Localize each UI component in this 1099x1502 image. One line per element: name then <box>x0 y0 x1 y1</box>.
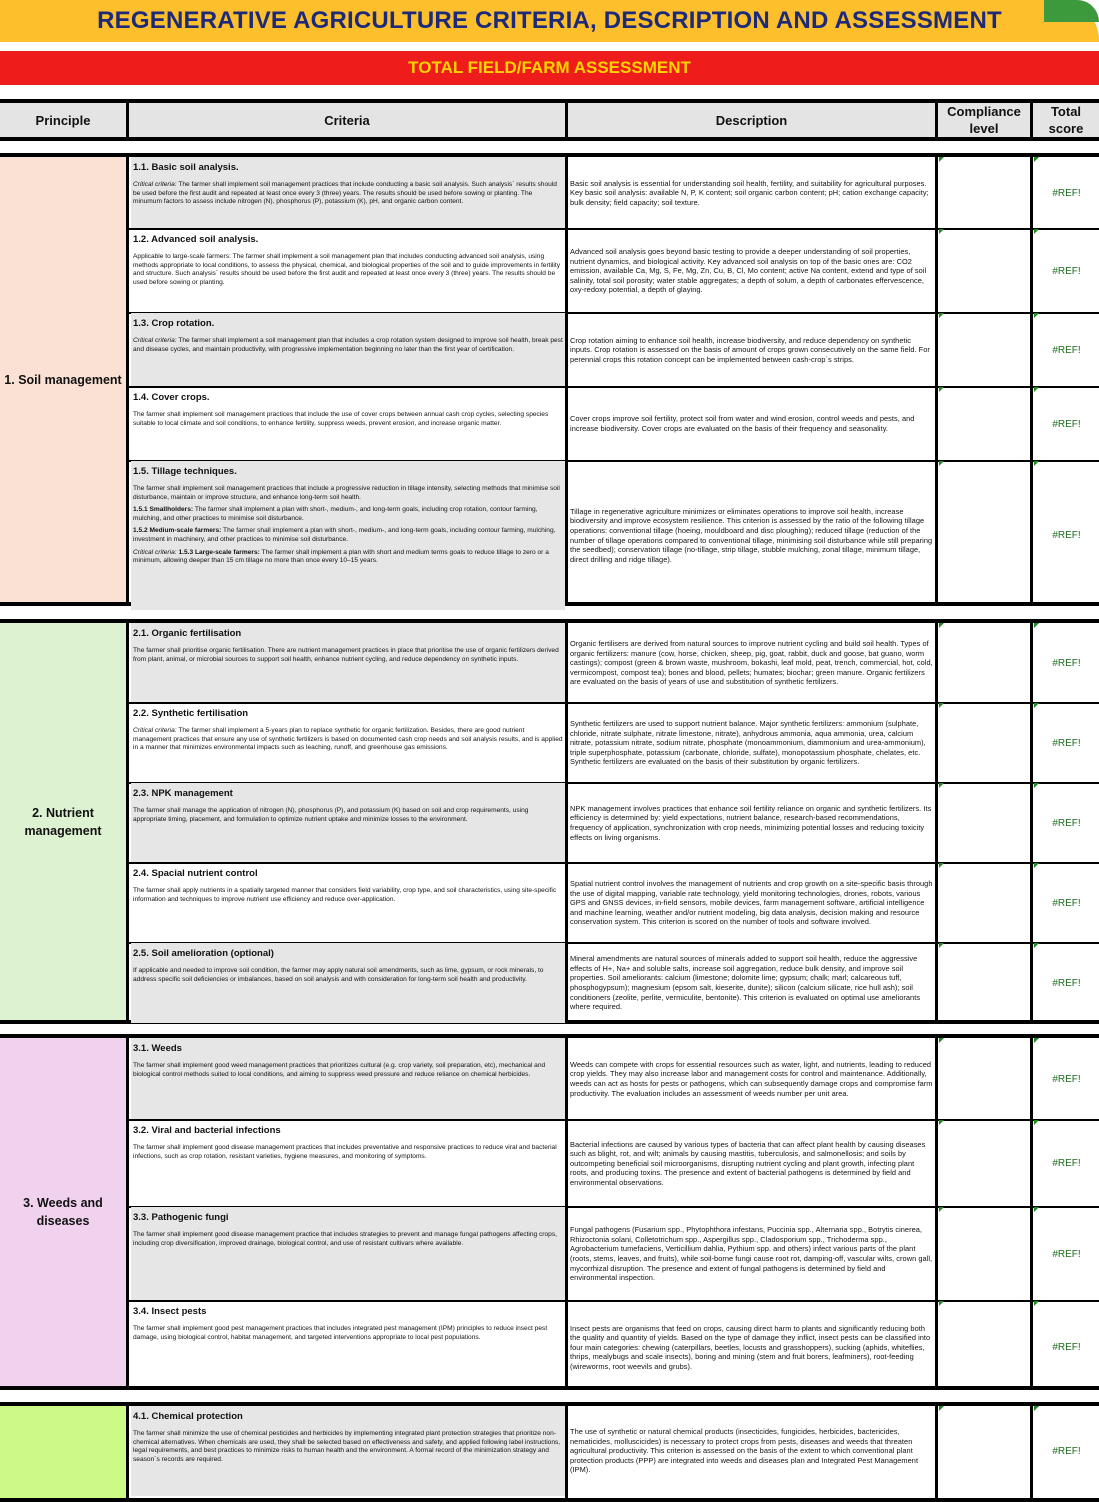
header-description: Description <box>568 103 935 137</box>
description-cell <box>569 387 935 461</box>
description-text: Basic soil analysis is essential for understanding soil health, fertility, and suitability for agricultural purposes. Key basic soil analysis: available N, P, K content; soil organic carbon content; pH; cation exchange capacity; bulk density; field capacity; soil texture. <box>570 178 929 207</box>
description-cell <box>569 1120 935 1207</box>
comment-marker <box>939 387 944 392</box>
comment-marker <box>1034 1038 1039 1043</box>
description-text: Bacterial infections are caused by various types of bacteria that can affect plant health by causing diseases such as blight, rot, and wilt; animals by causing mastitis, tuberculosis, and salmonellosis; and soils by outcompeting beneficial soil microorganisms, disrupting nutrient cycling and plant growth, infecting plant roots, and producing toxins. The presence and extent of bacterial pathogens is determined by field and environmental observations. <box>570 1139 926 1187</box>
criteria-title: 3.4. Insect pests <box>133 1306 207 1317</box>
criteria-title: 3.1. Weeds <box>133 1043 182 1054</box>
description-cell <box>569 863 935 943</box>
total-score-cell[interactable]: #REF! <box>1052 187 1081 199</box>
comment-marker <box>1034 703 1039 708</box>
comment-marker <box>1034 313 1039 318</box>
criteria-cell <box>131 1406 565 1496</box>
description-cell <box>569 783 935 863</box>
page-title: REGENERATIVE AGRICULTURE CRITERIA, DESCRIPTION AND ASSESSMENT <box>97 7 1002 34</box>
description-text: Mineral amendments are natural sources of minerals added to support soil health, reduce the aggressive effects of H+, Na+ and soluble salts, increase soil aggregation, reduce bulk density, and improve soil properties. Soil ameliorants: calcium (limestone; dolomite lime; gypsum; chalk; marl; calcareous tuff, phosphogypsum); magnesium (epsom salt, kieserite, dunite); silicon (calcium silicate, rice hull ash); soil conditioners (zeolite, perlite, vermiculite, bentonite). This criterion is evaluated on optimal use ameliorants where required. <box>570 954 921 1012</box>
comment-marker <box>939 461 944 466</box>
criteria-text: Applicable to large-scale farmers: The farmer shall implement a soil management plan that includes conducting advanced soil analysis, using methods appropriate to local conditions, to assess the physical, chemical, and biological properties of the soil and to guide improvements in fertility and structure. Such analysis` results should be used before the first audit and repeated at least once every 3 (three) years. The results should be used before sowing or planting. <box>133 253 560 286</box>
comment-marker <box>939 1207 944 1212</box>
criteria-row <box>0 461 1099 610</box>
criteria-cell <box>131 943 565 1023</box>
description-cell <box>569 229 935 313</box>
description-text: Tillage in regenerative agriculture minimizes or eliminates operations to improve soil health, increase biodiversity and improve ecosystem resilience. This criterion is assessed by the ratio of the following tillage operations: conventional tillage (hoeing, mouldboard and disc ploughing); reduced tillage (reduction of the number of tillage operations compared to conventional tillage, minimising soil disturbance while still preparing the seedbed); conservation tillage (no-tillage, strip tillage, stubble mulching, zonal tillage, minimum tillage, direct drilling and ridge tillage). <box>570 506 933 564</box>
criteria-row <box>0 313 1099 387</box>
criteria-cell <box>131 461 565 610</box>
compliance-level-cell[interactable] <box>939 1301 1030 1394</box>
compliance-level-cell[interactable] <box>939 703 1030 783</box>
total-score-cell[interactable]: #REF! <box>1052 737 1081 749</box>
criteria-cell <box>131 863 565 943</box>
criteria-text: The farmer shall implement soil management practices that include a progressive reduction in tillage intensity, selecting methods that minimise soil disturbance, maintain or improve structure, and enhance long-term soil health. <box>133 485 560 501</box>
table-header <box>0 99 1099 141</box>
criteria-text: The farmer shall implement soil management practices that include the use of cover crops between annual cash crop cycles, selecting species suitable to local climate and soil conditions, to enhance fertility, suppress weeds, prevent erosion, and increase organic matter. <box>133 411 549 427</box>
criteria-text: Critical criteria: The farmer shall implement a 5-years plan to replace synthetic for organic fertilization. Besides, there are good nutrient management practices that ensure any use of synthetic fertilizers is based on documented cash crop needs and soil analysis results, and is applied in a manner that minimizes environmental impacts such as leaching, runoff, and greenhouse gas emissions. <box>133 727 563 752</box>
criteria-title: 2.3. NPK management <box>133 788 233 799</box>
criteria-title: 2.2. Synthetic fertilisation <box>133 708 249 719</box>
description-text: NPK management involves practices that enhance soil fertility reliance on organic and synthetic fertilizers. Its efficiency is determined by: yield expectations, nutrient balance, research-based recommendations, frequency of application, synchronization with crop needs, minimizing potential losses and reducing toxicity effects on living organisms. <box>570 803 932 842</box>
principle-label: 1. Soil management <box>0 157 126 602</box>
comment-marker <box>1034 1406 1039 1411</box>
criteria-title: 1.2. Advanced soil analysis. <box>133 234 259 245</box>
criteria-title: 1.3. Crop rotation. <box>133 318 215 329</box>
total-score-cell[interactable]: #REF! <box>1052 1073 1081 1085</box>
criteria-title: 1.1. Basic soil analysis. <box>133 162 239 173</box>
comment-marker <box>939 1120 944 1125</box>
description-cell <box>569 1301 935 1394</box>
comment-marker <box>939 157 944 162</box>
description-text: Synthetic fertilizers are used to support nutrient balance. Major synthetic fertilizers: ammonium (sulphate, chloride, nitrate sulphate, nitrate limestone, nitrate), anhydrous ammonia, aqua ammonia, urea, calcium nitrate, potassium nitrate, sodium nitrate, phosphate (monoammonium, diammonium and urea-ammonium), triple superphosphate, potassium (carbonate, chloride, sulfate), monopotassium phosphate, chelates, etc. Synthetic fertilizers are evaluated on the basis of their substitution by organic fertilizers. <box>570 719 926 767</box>
criteria-text: Critical criteria: 1.5.3 Large-scale farmers: The farmer shall implement a plan with short and medium terms goals to reduce tillage to zero or a minimum, allowing deeper than 15 cm tillage no more than once every 10–15 years. <box>133 548 549 565</box>
criteria-title: 3.3. Pathogenic fungi <box>133 1212 229 1223</box>
criteria-row <box>0 1301 1099 1394</box>
principle-section <box>0 153 1099 606</box>
page-subtitle: TOTAL FIELD/FARM ASSESSMENT <box>408 58 691 77</box>
comment-marker <box>939 1038 944 1043</box>
criteria-text: The farmer shall implement good disease management practices that includes preventative and responsive practices to reduce viral and bacterial infections, such as crop rotation, resistant varieties, hygiene measures, and monitoring of symptoms. <box>133 1144 557 1160</box>
comment-marker <box>1034 943 1039 948</box>
description-cell <box>569 623 935 703</box>
description-cell <box>569 943 935 1023</box>
criteria-title: 2.1. Organic fertilisation <box>133 628 242 639</box>
description-text: Weeds can compete with crops for essential resources such as water, light, and nutrients, leading to reduced crop yields. They may also increase labor and management costs for control and maintenance. Additionally, weeds can act as hosts for pests or pathogens, which can subsequently damage crops and compromise farm productivity. The evaluation includes an assessment of weeds number per unit area. <box>570 1059 933 1098</box>
criteria-text: The farmer shall minimize the use of chemical pesticides and herbicides by implementing integrated plant protection strategies that prioritize non-chemical alternatives. When chemicals are used, they shall be selected based on effectiveness and safety, and applied following label instructions, legal requirements, and best practices to minimize risks to human health and the environment. A formal record of the minimization strategy and season`s records are required. <box>133 1430 561 1463</box>
description-cell <box>569 703 935 783</box>
comment-marker <box>1034 863 1039 868</box>
criteria-text: The farmer shall prioritise organic fertilisation. There are nutrient management practices in place that prioritise the use of organic fertilizers derived from plant, animal, or microbial sources to support soil health, enhance nutrient cycling, and reduce dependency on synthetic inputs. <box>133 647 559 663</box>
compliance-level-cell[interactable] <box>939 387 1030 461</box>
criteria-row <box>0 1038 1099 1120</box>
comment-marker <box>939 229 944 234</box>
total-score-cell[interactable]: #REF! <box>1052 1445 1081 1457</box>
criteria-cell <box>131 157 565 229</box>
title-bar <box>0 0 1099 42</box>
criteria-title: 1.4. Cover crops. <box>133 392 210 403</box>
comment-marker <box>1034 387 1039 392</box>
criteria-row <box>0 1120 1099 1207</box>
subtitle-bar <box>0 51 1099 85</box>
header-criteria: Criteria <box>129 103 565 137</box>
criteria-text: The farmer shall implement good pest management practices that includes integrated pest management (IPM) principles to reduce insect pest damage, using biological control, habitat management, and targeted interventions appropriate to local pest populations. <box>133 1325 548 1341</box>
comment-marker <box>1034 1207 1039 1212</box>
criteria-text: The farmer shall implement good disease management practice that includes strategies to prevent and manage fungal pathogens affecting crops, including crop diversification, improved drainage, biological control, and use of resistant cultivars where available. <box>133 1231 557 1247</box>
criteria-text: The farmer shall implement good weed management practices that prioritizes cultural (e.g. crop variety, soil preparation, etc), mechanical and biological control methods suited to local conditions, and aiming to suppress weed pressure and reduce reliance on chemical herbicides. <box>133 1062 546 1078</box>
criteria-title: 2.5. Soil amelioration (optional) <box>133 948 274 959</box>
total-score-cell[interactable]: #REF! <box>1052 657 1081 669</box>
criteria-row <box>0 783 1099 863</box>
compliance-level-cell[interactable] <box>939 1120 1030 1207</box>
criteria-title: 1.5. Tillage techniques. <box>133 466 237 477</box>
criteria-text: 1.5.2 Medium-scale farmers: The farmer shall implement a plan with short-, medium-, and long-term goals, including contour farming, mulching, investment in machinery, and other practices to minimise soil disturbance. <box>133 527 556 543</box>
criteria-title: 3.2. Viral and bacterial infections <box>133 1125 281 1136</box>
compliance-level-cell[interactable] <box>939 623 1030 703</box>
compliance-level-cell[interactable] <box>939 461 1030 610</box>
total-score-cell[interactable]: #REF! <box>1052 977 1081 989</box>
total-score-cell[interactable]: #REF! <box>1052 1248 1081 1260</box>
header-compliance-level: Compliance level <box>938 103 1030 137</box>
criteria-row <box>0 943 1099 1023</box>
criteria-text: The farmer shall manage the application of nitrogen (N), phosphorus (P), and potassium (K) based on soil and crop requirements, using appropriate timing, placement, and formulation to optimize nutrient uptake and minimize losses to the environment. <box>133 807 529 823</box>
compliance-level-cell[interactable] <box>939 943 1030 1023</box>
compliance-level-cell[interactable] <box>939 313 1030 387</box>
description-cell <box>569 1207 935 1301</box>
title-corner-accent <box>1044 0 1099 22</box>
criteria-cell <box>131 703 565 783</box>
compliance-level-cell[interactable] <box>939 229 1030 313</box>
criteria-cell <box>131 387 565 461</box>
comment-marker <box>1034 623 1039 628</box>
criteria-title: 4.1. Chemical protection <box>133 1411 243 1422</box>
description-cell <box>569 1406 935 1496</box>
criteria-text: 1.5.1 Smallholders: The farmer shall implement a plan with short-, medium-, and long-term goals, including crop rotation, contour farming, mulching, and other practices to minimise soil disturbance. <box>133 506 538 522</box>
total-score-cell[interactable]: #REF! <box>1052 897 1081 909</box>
criteria-text: Critical criteria: The farmer shall implement a soil management plan that includes a crop rotation system designed to improve soil health, break pest and disease cycles, and maintain productivity, with progressive implementation beginning no later than the first year of certification. <box>133 337 563 353</box>
header-total-score: Total score <box>1033 103 1099 137</box>
comment-marker <box>1034 229 1039 234</box>
criteria-row <box>0 157 1099 229</box>
criteria-cell <box>131 229 565 313</box>
comment-marker <box>939 1301 944 1306</box>
criteria-cell <box>131 1207 565 1301</box>
description-text: Organic fertilisers are derived from natural sources to improve nutrient cycling and build soil health. Types of organic fertilizers: manure (cow, horse, chicken, sheep, pig, goat, rabbit, duck and goose, bat guano, worm castings); compost (green & brown waste, mushroom, bokashi, leaf mold, peat, trench, commercial, hot, cold, vermicompost, compost tea); bones and blood, pellets; humates; biochar; green manure. Organic fertilizers are evaluated on the basis of years of use and substitution of synthetic fertilizers. <box>570 639 933 687</box>
criteria-title: 2.4. Spacial nutrient control <box>133 868 258 879</box>
header-principle: Principle <box>0 103 126 137</box>
description-text: Fungal pathogens (Fusarium spp., Phytophthora infestans, Puccinia spp., Alternaria spp., Botrytis cinerea, Rhizoctonia solani, Colletotrichum spp., Aspergillus spp., Cladosporium spp., Trichoderma spp., Agrobacterium tumefaciens, Verticillium dahlia, Pythium spp. and others) infect various parts of the plant (roots, stems, leaves, and fruits), while soil-borne fungi cause root rot, damping-off, vascular wilts, crown gall, mycorrhizal disruption. The presence and extent of fungal pathogens is determined by field and environmental inspection. <box>570 1225 933 1283</box>
criteria-text: The farmer shall apply nutrients in a spatially targeted manner that considers field variability, crop type, and soil characteristics, using site-specific information and techniques to improve nutrient use efficiency and reduce over-application. <box>133 887 557 903</box>
criteria-cell <box>131 623 565 703</box>
compliance-level-cell[interactable] <box>939 783 1030 863</box>
total-score-cell[interactable]: #REF! <box>1052 530 1081 541</box>
criteria-row <box>0 1207 1099 1301</box>
criteria-row <box>0 387 1099 461</box>
criteria-row <box>0 623 1099 703</box>
comment-marker <box>1034 1301 1039 1306</box>
total-score-cell[interactable]: #REF! <box>1052 817 1081 829</box>
total-score-cell[interactable]: #REF! <box>1052 1342 1081 1353</box>
total-score-cell[interactable]: #REF! <box>1052 418 1081 430</box>
criteria-row <box>0 1406 1099 1496</box>
criteria-cell <box>131 1120 565 1207</box>
comment-marker <box>1034 1120 1039 1125</box>
total-score-cell[interactable]: #REF! <box>1052 265 1081 277</box>
criteria-row <box>0 703 1099 783</box>
compliance-level-cell[interactable] <box>939 157 1030 229</box>
comment-marker <box>939 863 944 868</box>
compliance-level-cell[interactable] <box>939 1038 1030 1120</box>
description-cell <box>569 1038 935 1120</box>
criteria-cell <box>131 313 565 387</box>
principle-section <box>0 619 1099 1024</box>
comment-marker <box>939 313 944 318</box>
principle-label: 3. Weeds and diseases <box>0 1038 126 1386</box>
compliance-level-cell[interactable] <box>939 1406 1030 1496</box>
criteria-text: If applicable and needed to improve soil condition, the farmer may apply natural soil amendments, such as lime, gypsum, or rock minerals, to address specific soil deficiencies or imbalances, based on soil analysis and with consideration for long-term soil health and productivity. <box>133 967 544 983</box>
criteria-text: Critical criteria: The farmer shall implement soil management practices that include conducting a basic soil analysis. Such analysis` results should be used before the first audit and repeated at least once every 3 (three) years. The results should be used before sowing or planting. The minumum factors to assess include nitrogen (N), phosphorus (P), potassium (K), pH, and organic carbon content. <box>133 181 557 206</box>
comment-marker <box>939 943 944 948</box>
compliance-level-cell[interactable] <box>939 1207 1030 1301</box>
criteria-cell <box>131 1038 565 1120</box>
principle-label: 2. Nutrient management <box>0 623 126 1020</box>
description-text: Crop rotation aiming to enhance soil health, increase biodiversity, and reduce dependency on synthetic inputs. Crop rotation is assessed on the basis of amount of crops grown consecutively on the same field. For perennial crops this rotation concept can be implemented between cash-crop`s strips. <box>570 335 930 364</box>
criteria-row <box>0 229 1099 313</box>
comment-marker <box>939 1406 944 1411</box>
description-cell <box>569 461 935 610</box>
description-text: Cover crops improve soil fertility, protect soil from water and wind erosion, control weeds and pests, and increase biodiversity. Cover crops are evaluated on the basis of their frequency and seasonality. <box>570 414 915 433</box>
comment-marker <box>1034 783 1039 788</box>
description-text: Spatial nutrient control involves the management of nutrients and crop growth on a site-specific basis through the use of digital mapping, variable rate technology, yield monitoring technologies, drones, robots, various GPS and GNSS devices, in-field sensors, mobile devices, farm management software, artificial intelligence and machine learning, weather and/or nutrient modeling, big data analysis, decision making and resource conservation system. This criterion is scored on the number of tools and software involved. <box>570 879 933 927</box>
description-cell <box>569 157 935 229</box>
compliance-level-cell[interactable] <box>939 863 1030 943</box>
criteria-row <box>0 863 1099 943</box>
comment-marker <box>939 623 944 628</box>
comment-marker <box>1034 157 1039 162</box>
total-score-cell[interactable]: #REF! <box>1052 344 1081 356</box>
comment-marker <box>1034 461 1039 466</box>
description-text: Insect pests are organisms that feed on crops, causing direct harm to plants and significantly reducing both the quality and quantity of yields. Based on the type of damage they inflict, insect pests can be classified into four main categories: chewing (caterpillars, beetles, locusts and grasshoppers), sucking (aphids, whiteflies, thrips, mealybugs and scale insects), boring and mining (stem and fruit borers, leafminers), root-feeding (wireworms, root weevils and grubs). <box>570 1323 931 1371</box>
principle-section <box>0 1034 1099 1390</box>
principle-section <box>0 1402 1099 1502</box>
criteria-cell <box>131 1301 565 1394</box>
total-score-cell[interactable]: #REF! <box>1052 1158 1081 1169</box>
description-cell <box>569 313 935 387</box>
comment-marker <box>939 703 944 708</box>
description-text: The use of synthetic or natural chemical products (insecticides, fungicides, herbicides, bactericides, nematicides, molluscicides) is necessary to protect crops from pests, diseases and weeds that threaten agricultural productivity. This criterion is assessed on the basis of the extent to which conventional plant protection products (PPP) are integrated into weeds and diseases plan and Integrated Pest Management (IPM). <box>570 1427 919 1475</box>
comment-marker <box>939 783 944 788</box>
criteria-cell <box>131 783 565 863</box>
description-text: Advanced soil analysis goes beyond basic testing to provide a deeper understanding of soil properties, nutrient dynamics, and biological activity. Key advanced soil analysis on top of the basic ones are: CO2 emission, available Ca, Mg, S, Fe, Mg, Zn, Cu, B, Cl, Mo content; active Na content, extend and type of soil salinity, total soil porosity; water stable aggregates; a depth of solum, a depth of carbonates effervescence, oxy-redoxy potential, a depth of glaying. <box>570 247 927 295</box>
